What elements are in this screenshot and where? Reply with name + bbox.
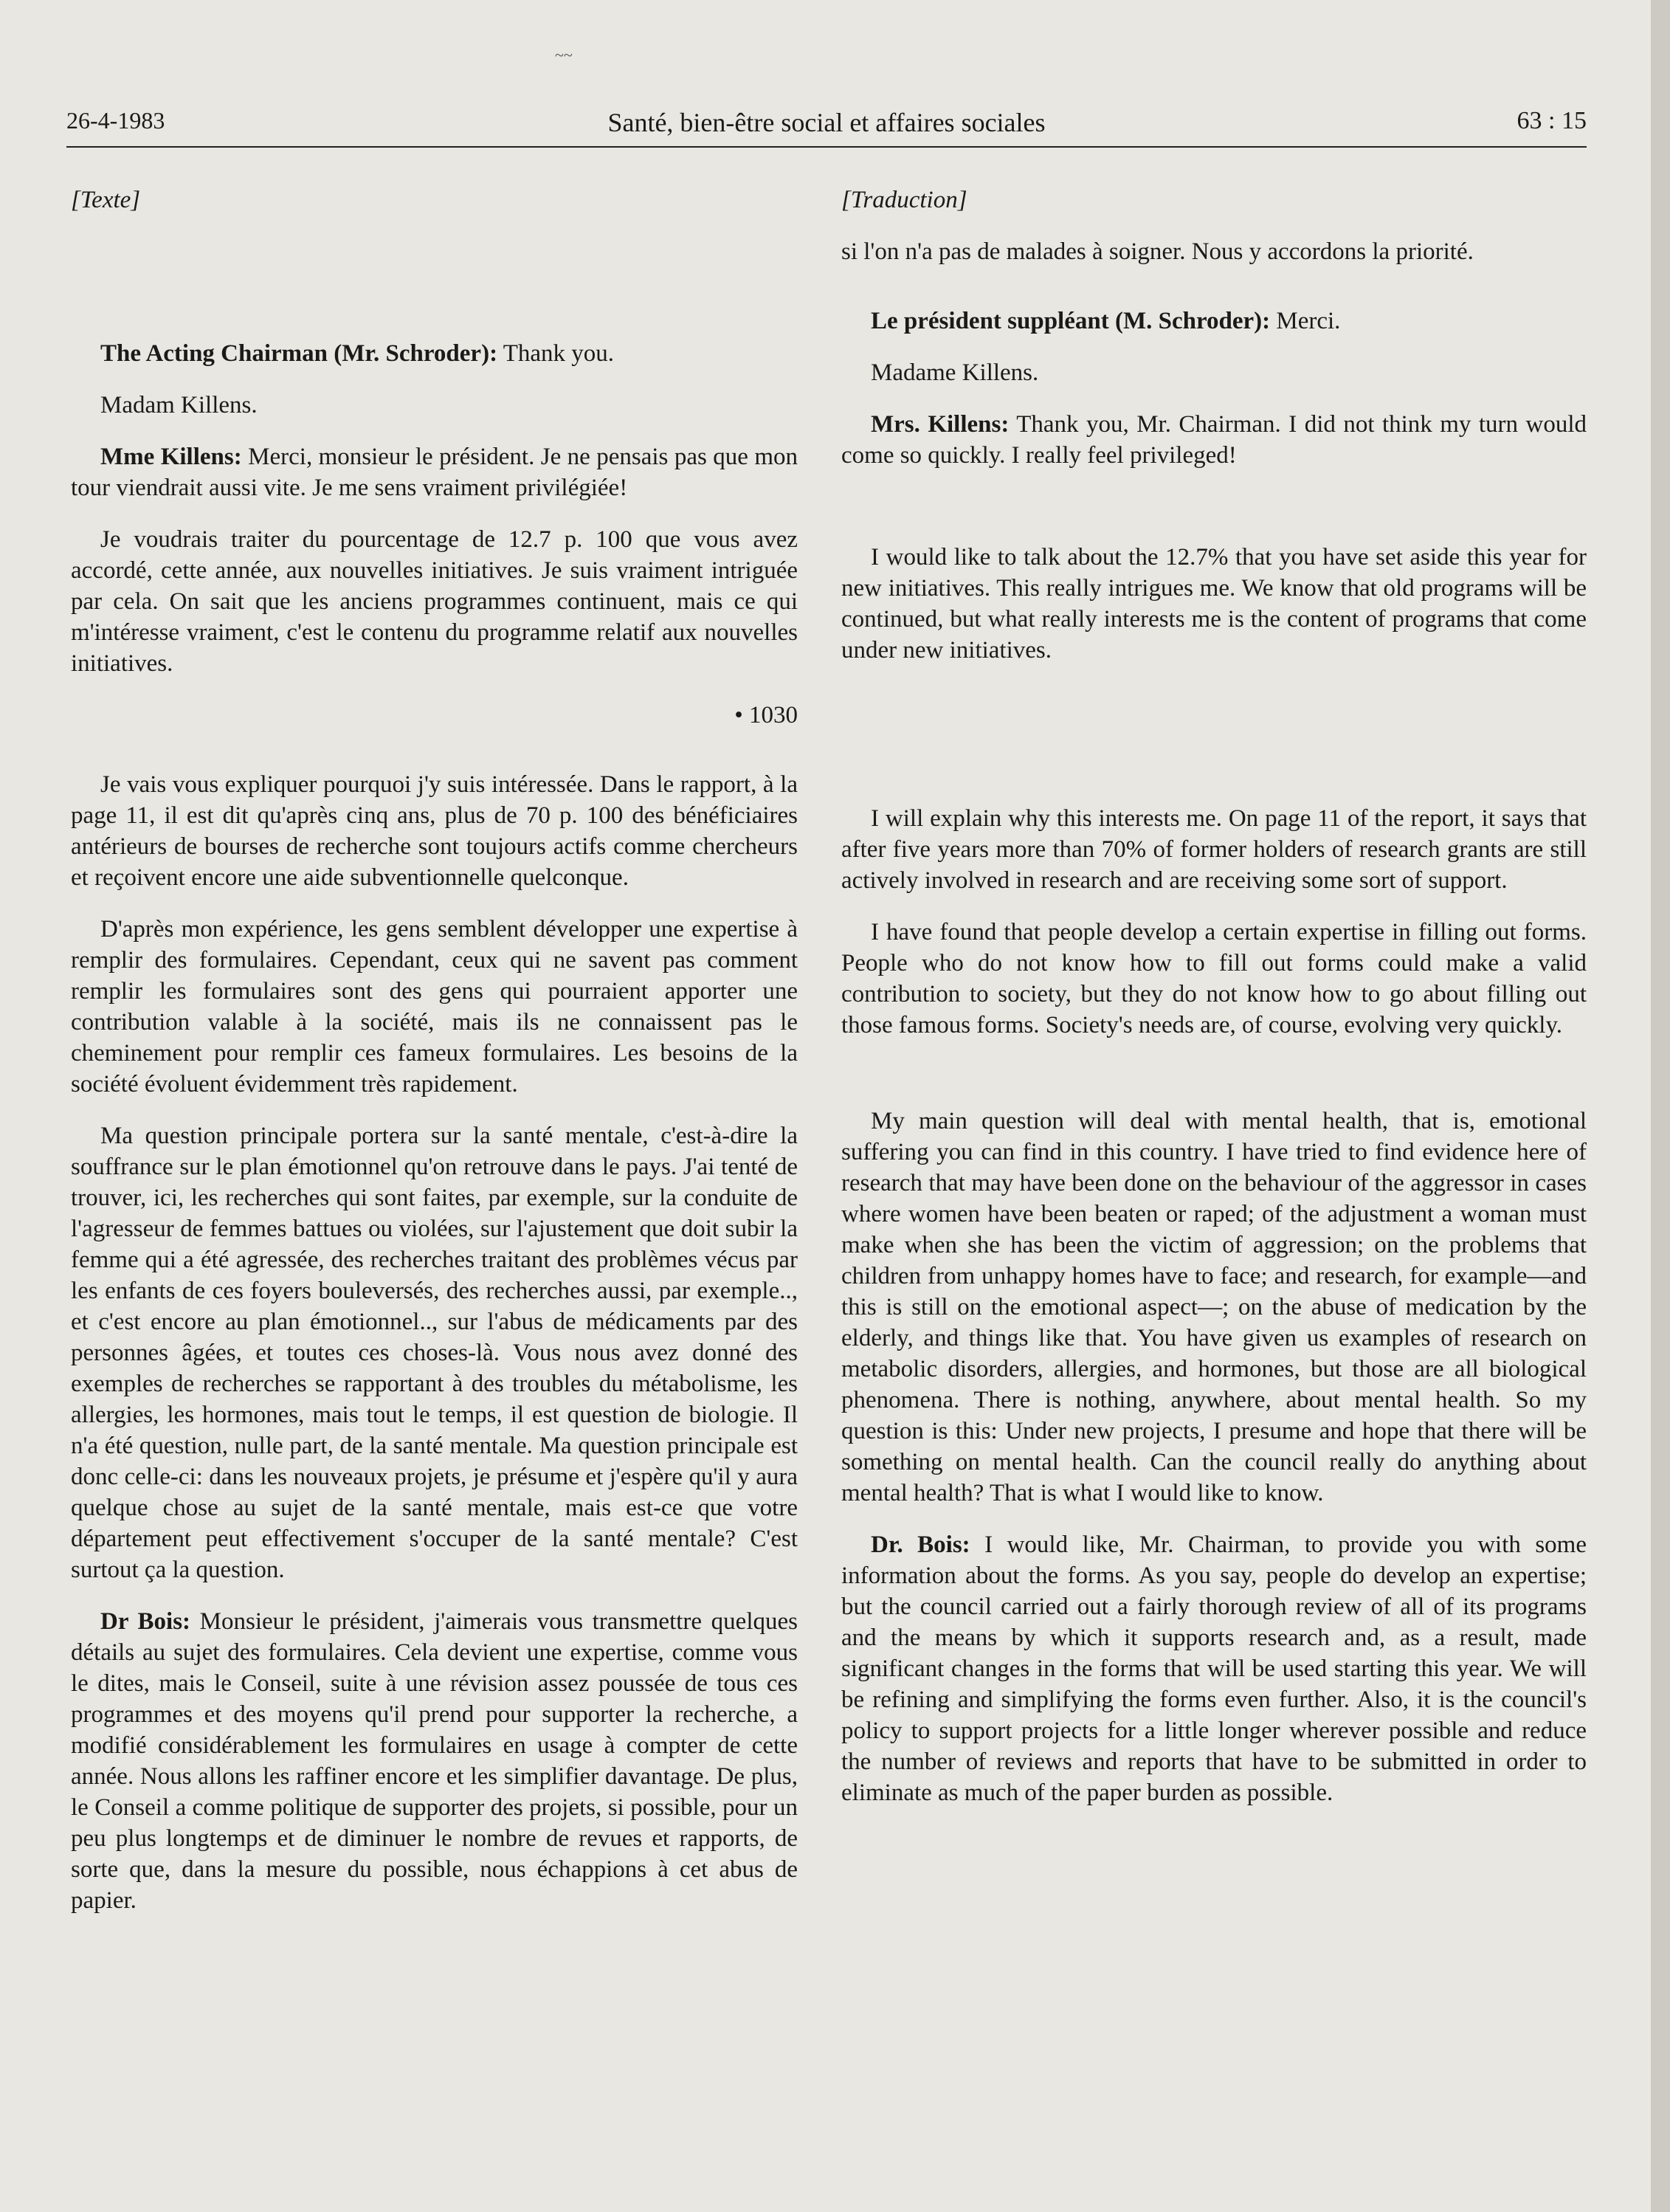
speaker-name: The Acting Chairman (Mr. Schroder):: [100, 340, 498, 367]
paragraph: I have found that people develop a certain expertise in filling out forms. People who do not know how to fill out forms could make a valid contribution to society, but they do not know how to go about filling out those famous forms. Society's needs are, of course, evolving very quickly.: [841, 919, 1587, 1038]
paragraph: Je voudrais traiter du pourcentage de 12.7 p. 100 que vous avez accordé, cette année, aux nouvelles initiatives. Je suis vraiment intriguée par cela. On sait que les anciens programmes continuent, mais ce qui m'intéresse vraiment, c'est le contenu du programme relatif aux nouvelles initiatives.: [71, 526, 798, 677]
paragraph: D'après mon expérience, les gens semblent développer une expertise à remplir des formulaires. Cependant, ceux qui ne savent pas comment remplir les formulaires sont des gens qui pourraient apporter une contribution valable à la société, mais ils ne connaissent pas le cheminement pour remplir ces fameux formulaires. Les besoins de la société évoluent évidemment très rapidement.: [71, 916, 798, 1098]
speaker-name: Dr Bois:: [100, 1608, 191, 1635]
paragraph: I will explain why this interests me. On page 11 of the report, it says that after five years more than 70% of former holders of research grants are still actively involved in research and are receiving some sort of support.: [841, 805, 1587, 894]
translation-tag: [Traduction]: [841, 187, 967, 213]
paragraph: Le président suppléant (M. Schroder): Merci.: [871, 308, 1341, 334]
page-header: [66, 107, 1587, 148]
right-column-english: [841, 185, 1587, 1829]
paragraph: Madam Killens.: [100, 392, 258, 418]
paragraph: Ma question principale portera sur la santé mentale, c'est-à-dire la souffrance sur le plan émotionnel qu'on retrouve dans le pays. J'ai tenté de trouver, ici, les recherches qui sont faites, par exemple, sur la conduite de l'agresseur de femmes battues ou violées, sur l'ajustement que doit subir la femme qui a été agressée, des recherches traitant des problèmes vécus par les enfants de ces foyers bouleversés, des recherches aussi, par exemple.., et c'est encore au plan émotionnel.., sur l'abus de médicaments par des personnes âgées, et toutes ces choses-là. Vous nous avez donné des exemples de recherches se rapportant à des troubles du métabolisme, les allergies, les hormones, mais tout le temps, il est question de biologie. Il n'a été question, nulle part, de la santé mentale. Ma question principale est donc celle-ci: dans les nouveaux projets, je présume et j'espère qu'il y aura quelque chose au sujet de la santé mentale, mais est-ce que votre département peut effectivement s'occuper de la santé mentale? C'est surtout ça la question.: [71, 1123, 798, 1583]
paragraph: I would like to talk about the 12.7% that you have set aside this year for new initiatives. This really intrigues me. We know that old programs will be continued, but what really interests me is the content of programs that come under new initiatives.: [841, 544, 1587, 664]
header-rule: [66, 146, 1587, 148]
paragraph: si l'on n'a pas de malades à soigner. Nous y accordons la priorité.: [841, 238, 1474, 265]
header-page-number: 63 : 15: [1517, 107, 1587, 134]
left-column-french: [71, 185, 798, 1937]
paragraph: Madame Killens.: [871, 359, 1039, 386]
header-title: Santé, bien-être social et affaires sociales: [607, 108, 1046, 137]
speaker-name: Mrs. Killens:: [871, 411, 1010, 438]
top-mark: ~~: [555, 46, 573, 64]
page-edge-shadow: [1651, 0, 1670, 2212]
speaker-name: Le président suppléant (M. Schroder):: [871, 308, 1271, 334]
paragraph: Mrs. Killens: Thank you, Mr. Chairman. I did not think my turn would come so quickly. I really feel privileged!: [841, 411, 1587, 469]
speaker-name: Dr. Bois:: [871, 1531, 970, 1558]
paragraph: Je vais vous expliquer pourquoi j'y suis intéressée. Dans le rapport, à la page 11, il est dit qu'après cinq ans, plus de 70 p. 100 des bénéficiaires antérieurs de bourses de recherche sont toujours actifs comme chercheurs et reçoivent encore une aide subventionnelle quelconque.: [71, 771, 798, 891]
header-date: 26-4-1983: [66, 107, 165, 134]
paragraph: Dr. Bois: I would like, Mr. Chairman, to provide you with some information about the forms. As you say, people do develop an expertise; but the council carried out a fairly thorough review of all of its programs and the means by which it supports research and, as a result, made significant changes in the forms that will be used starting this year. We will be refining and simplifying the forms even further. Also, it is the council's policy to support projects for a little longer wherever possible and reduce the number of reviews and reports that have to be submitted in order to eliminate as much of the paper burden as possible.: [841, 1531, 1587, 1806]
time-marker: • 1030: [734, 702, 798, 728]
speaker-name: Mme Killens:: [100, 444, 242, 470]
paragraph: My main question will deal with mental health, that is, emotional suffering you can find in this country. I have tried to find evidence here of research that may have been done on the behaviour of the aggressor in cases where women have been beaten or raped; of the adjustment a woman must make when she has been the victim of aggression; on the problems that children from unhappy homes have to face; and research, for example—and this is still on the emotional aspect—; on the abuse of medication by the elderly, and things like that. You have given us examples of research on metabolic disorders, allergies, and hormones, but those are all biological phenomena. There is nothing, anywhere, about mental health. So my question is this: Under new projects, I presume and hope that there will be something on mental health. Can the council really do anything about mental health? That is what I would like to know.: [841, 1108, 1587, 1506]
paragraph: Dr Bois: Monsieur le président, j'aimerais vous transmettre quelques détails au sujet des formulaires. Cela devient une expertise, comme vous le dites, mais le Conseil, suite à une révision assez poussée de tous ces programmes et des moyens qu'il prend pour supporter la recherche, a modifié considérablement les formulaires en usage à compter de cette année. Nous allons les raffiner encore et les simplifier davantage. De plus, le Conseil a comme politique de supporter des projets, si possible, pour un peu plus longtemps et de diminuer le nombre de revues et rapports, de sorte que, dans la mesure du possible, nous échappions à cet abus de papier.: [71, 1608, 798, 1914]
paragraph: The Acting Chairman (Mr. Schroder): Thank you.: [100, 340, 615, 367]
paragraph: Mme Killens: Merci, monsieur le président. Je ne pensais pas que mon tour viendrait aussi vite. Je me sens vraiment privilégiée!: [71, 444, 798, 501]
text-tag: [Texte]: [71, 187, 141, 213]
